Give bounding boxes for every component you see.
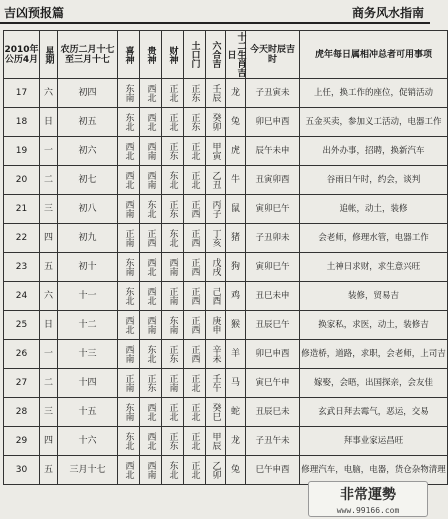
- table-row: [4, 311, 448, 340]
- cell-weekday: 二: [40, 166, 58, 195]
- cell-date: 25: [4, 311, 40, 340]
- cell-lunar: 十四: [58, 369, 118, 398]
- cell-lunar: 十一: [58, 282, 118, 311]
- table-header-row: [4, 31, 448, 79]
- cell-liuhe: 壬辰: [206, 79, 226, 108]
- cell-hours: 丑辰巳午: [246, 311, 300, 340]
- cell-lunar: 十三: [58, 340, 118, 369]
- cell-weekday: 日: [40, 108, 58, 137]
- cell-gui: 西南: [140, 137, 162, 166]
- cell-activity: 拜事业家运昌旺: [300, 427, 448, 456]
- cell-activity: 土神日求财，求生意兴旺: [300, 253, 448, 282]
- cell-tu: 正东: [184, 108, 206, 137]
- cell-hours: 寅巳午申: [246, 369, 300, 398]
- cell-gui: 西北: [140, 398, 162, 427]
- cell-tu: 正北: [184, 137, 206, 166]
- cell-liuhe: 丁亥: [206, 224, 226, 253]
- cell-liuhe: 癸卯: [206, 108, 226, 137]
- cell-date: 21: [4, 195, 40, 224]
- cell-lunar: 十五: [58, 398, 118, 427]
- cell-cai: 正东: [162, 195, 184, 224]
- cell-weekday: 一: [40, 137, 58, 166]
- cell-liuhe: 壬午: [206, 369, 226, 398]
- page-header: [0, 0, 430, 24]
- cell-xi: 西南: [118, 195, 140, 224]
- cell-weekday: 六: [40, 282, 58, 311]
- cell-xi: 东南: [118, 253, 140, 282]
- col-cai: 财神: [162, 31, 184, 79]
- cell-tu: 正西: [184, 253, 206, 282]
- cell-lunar: 初九: [58, 224, 118, 253]
- cell-gui: 西南: [140, 166, 162, 195]
- cell-lunar: 初四: [58, 79, 118, 108]
- cell-weekday: 二: [40, 369, 58, 398]
- cell-xi: 东南: [118, 398, 140, 427]
- cell-xi: 东南: [118, 79, 140, 108]
- cell-gui: 正东: [140, 369, 162, 398]
- col-tu: 土口门: [184, 31, 206, 79]
- section-title: 吉凶预报篇: [4, 6, 65, 20]
- cell-weekday: 四: [40, 224, 58, 253]
- cell-activity: 换家私，求医，动土，装修吉: [300, 311, 448, 340]
- cell-hours: 子丑卯未: [246, 224, 300, 253]
- cell-hours: 卯巳申酉: [246, 340, 300, 369]
- col-xi: 喜神: [118, 31, 140, 79]
- cell-date: 26: [4, 340, 40, 369]
- cell-liuhe: 乙卯: [206, 456, 226, 485]
- cell-cai: 正东: [162, 137, 184, 166]
- cell-hours: 辰午未申: [246, 137, 300, 166]
- table-row: [4, 427, 448, 456]
- cell-liuhe: 戊戌: [206, 253, 226, 282]
- cell-tu: 正西: [184, 195, 206, 224]
- cell-tu: 正西: [184, 340, 206, 369]
- cell-shier: 狗: [226, 253, 246, 282]
- cell-gui: 西北: [140, 282, 162, 311]
- col-activity: 虎年每日属相冲总者可用事项: [300, 31, 448, 79]
- cell-gui: 东北: [140, 340, 162, 369]
- cell-activity: 嫁娶，会晤，出国探亲，会友佳: [300, 369, 448, 398]
- cell-cai: 正北: [162, 79, 184, 108]
- cell-xi: 西北: [118, 137, 140, 166]
- cell-hours: 丑辰巳未: [246, 398, 300, 427]
- table-row: [4, 108, 448, 137]
- cell-lunar: 三月十七: [58, 456, 118, 485]
- cell-date: 19: [4, 137, 40, 166]
- cell-date: 20: [4, 166, 40, 195]
- table-row: [4, 398, 448, 427]
- cell-weekday: 五: [40, 456, 58, 485]
- cell-activity: 追帐，动土，装修: [300, 195, 448, 224]
- cell-activity: 修造桥，道路，求职，会老师，上司吉: [300, 340, 448, 369]
- table-row: [4, 195, 448, 224]
- cell-gui: 西北: [140, 108, 162, 137]
- cell-xi: 东北: [118, 108, 140, 137]
- cell-cai: 正北: [162, 108, 184, 137]
- cell-gui: 东北: [140, 195, 162, 224]
- cell-cai: 西南: [162, 253, 184, 282]
- cell-liuhe: 辛未: [206, 340, 226, 369]
- cell-xi: 正南: [118, 369, 140, 398]
- watermark-stamp: [308, 481, 428, 517]
- cell-liuhe: 甲寅: [206, 137, 226, 166]
- cell-shier: 鸡: [226, 282, 246, 311]
- cell-liuhe: 甲辰: [206, 427, 226, 456]
- cell-xi: 东北: [118, 427, 140, 456]
- cell-xi: 正南: [118, 224, 140, 253]
- table-row: [4, 79, 448, 108]
- cell-cai: 东北: [162, 166, 184, 195]
- cell-tu: 正西: [184, 311, 206, 340]
- cell-activity: 谷雨日午时，约会，谈判: [300, 166, 448, 195]
- table-row: [4, 340, 448, 369]
- cell-date: 24: [4, 282, 40, 311]
- cell-xi: 西北: [118, 456, 140, 485]
- table-row: [4, 369, 448, 398]
- cell-hours: 卯巳申酉: [246, 108, 300, 137]
- cell-xi: 西北: [118, 311, 140, 340]
- cell-hours: 子丑寅未: [246, 79, 300, 108]
- book-title: 商务风水指南: [351, 6, 424, 20]
- cell-date: 22: [4, 224, 40, 253]
- cell-lunar: 十二: [58, 311, 118, 340]
- cell-shier: 牛: [226, 166, 246, 195]
- cell-shier: 兔: [226, 456, 246, 485]
- cell-tu: 正东: [184, 79, 206, 108]
- table-row: [4, 166, 448, 195]
- cell-cai: 正北: [162, 398, 184, 427]
- watermark-text: 非常運勢: [340, 487, 396, 503]
- cell-cai: 正南: [162, 282, 184, 311]
- cell-activity: 玄武日拜去霉气，恶运，交易: [300, 398, 448, 427]
- cell-tu: 正西: [184, 282, 206, 311]
- table-row: [4, 224, 448, 253]
- cell-gui: 西北: [140, 79, 162, 108]
- cell-date: 28: [4, 398, 40, 427]
- cell-activity: 上任，换工作的座位，促销活动: [300, 79, 448, 108]
- cell-lunar: 初八: [58, 195, 118, 224]
- col-weekday: 星期: [40, 31, 58, 79]
- cell-gui: 西南: [140, 311, 162, 340]
- col-lunar: 农历二月十七至三月十七: [58, 31, 118, 79]
- cell-hours: 寅卯巳午: [246, 195, 300, 224]
- cell-gui: 正西: [140, 224, 162, 253]
- cell-hours: 寅卯巳午: [246, 253, 300, 282]
- cell-shier: 羊: [226, 340, 246, 369]
- cell-shier: 猪: [226, 224, 246, 253]
- cell-date: 29: [4, 427, 40, 456]
- cell-tu: 正北: [184, 456, 206, 485]
- cell-tu: 正北: [184, 166, 206, 195]
- cell-tu: 正北: [184, 369, 206, 398]
- col-gui: 贵神: [140, 31, 162, 79]
- cell-shier: 猴: [226, 311, 246, 340]
- cell-lunar: 初六: [58, 137, 118, 166]
- cell-date: 27: [4, 369, 40, 398]
- cell-cai: 正南: [162, 369, 184, 398]
- cell-liuhe: 己酉: [206, 282, 226, 311]
- cell-gui: 西南: [140, 456, 162, 485]
- cell-tu: 正西: [184, 224, 206, 253]
- cell-hours: 丑巳未申: [246, 282, 300, 311]
- cell-weekday: 三: [40, 398, 58, 427]
- cell-liuhe: 乙丑: [206, 166, 226, 195]
- cell-hours: 子丑午未: [246, 427, 300, 456]
- cell-tu: 正北: [184, 427, 206, 456]
- cell-weekday: 五: [40, 253, 58, 282]
- cell-gui: 西北: [140, 253, 162, 282]
- cell-shier: 鼠: [226, 195, 246, 224]
- cell-liuhe: 丙子: [206, 195, 226, 224]
- cell-lunar: 初五: [58, 108, 118, 137]
- cell-xi: 西北: [118, 166, 140, 195]
- cell-xi: 西南: [118, 340, 140, 369]
- table-row: [4, 137, 448, 166]
- cell-shier: 马: [226, 369, 246, 398]
- cell-weekday: 一: [40, 340, 58, 369]
- almanac-table: [3, 30, 448, 485]
- cell-lunar: 十六: [58, 427, 118, 456]
- cell-shier: 龙: [226, 427, 246, 456]
- col-shier: 十二生肖吉日: [225, 32, 246, 77]
- cell-liuhe: 癸巳: [206, 398, 226, 427]
- cell-activity: 会老师，修理水管，电器工作: [300, 224, 448, 253]
- table-row: [4, 282, 448, 311]
- watermark-url: www.99166.com: [336, 506, 400, 515]
- cell-shier: 兔: [226, 108, 246, 137]
- header-rule: [0, 22, 430, 24]
- cell-date: 23: [4, 253, 40, 282]
- table-row: [4, 253, 448, 282]
- cell-date: 17: [4, 79, 40, 108]
- cell-date: 18: [4, 108, 40, 137]
- cell-weekday: 日: [40, 311, 58, 340]
- cell-gui: 西北: [140, 427, 162, 456]
- cell-hours: 巳午申酉: [246, 456, 300, 485]
- cell-cai: 东北: [162, 224, 184, 253]
- cell-lunar: 初七: [58, 166, 118, 195]
- cell-activity: 装修，贸易吉: [300, 282, 448, 311]
- cell-cai: 正东: [162, 427, 184, 456]
- cell-hours: 丑寅卯酉: [246, 166, 300, 195]
- cell-weekday: 三: [40, 195, 58, 224]
- cell-activity: 修理汽车，电脑，电器，货仓杂物清理: [300, 456, 448, 485]
- cell-liuhe: 庚申: [206, 311, 226, 340]
- cell-xi: 东北: [118, 282, 140, 311]
- cell-cai: 东南: [162, 311, 184, 340]
- col-hours: 今天时辰吉时: [246, 31, 300, 79]
- cell-tu: 正北: [184, 398, 206, 427]
- col-date: 2010年公历4月: [4, 31, 40, 79]
- cell-activity: 五金买卖，参加义工活动，电器工作: [300, 108, 448, 137]
- cell-shier: 虎: [226, 137, 246, 166]
- col-liuhe: 六合吉: [206, 31, 226, 79]
- cell-activity: 出外办事，招聘，换新汽车: [300, 137, 448, 166]
- cell-weekday: 六: [40, 79, 58, 108]
- cell-date: 30: [4, 456, 40, 485]
- cell-weekday: 四: [40, 427, 58, 456]
- cell-lunar: 初十: [58, 253, 118, 282]
- cell-shier: 蛇: [226, 398, 246, 427]
- cell-shier: 龙: [226, 79, 246, 108]
- cell-cai: 东北: [162, 456, 184, 485]
- cell-cai: 正东: [162, 340, 184, 369]
